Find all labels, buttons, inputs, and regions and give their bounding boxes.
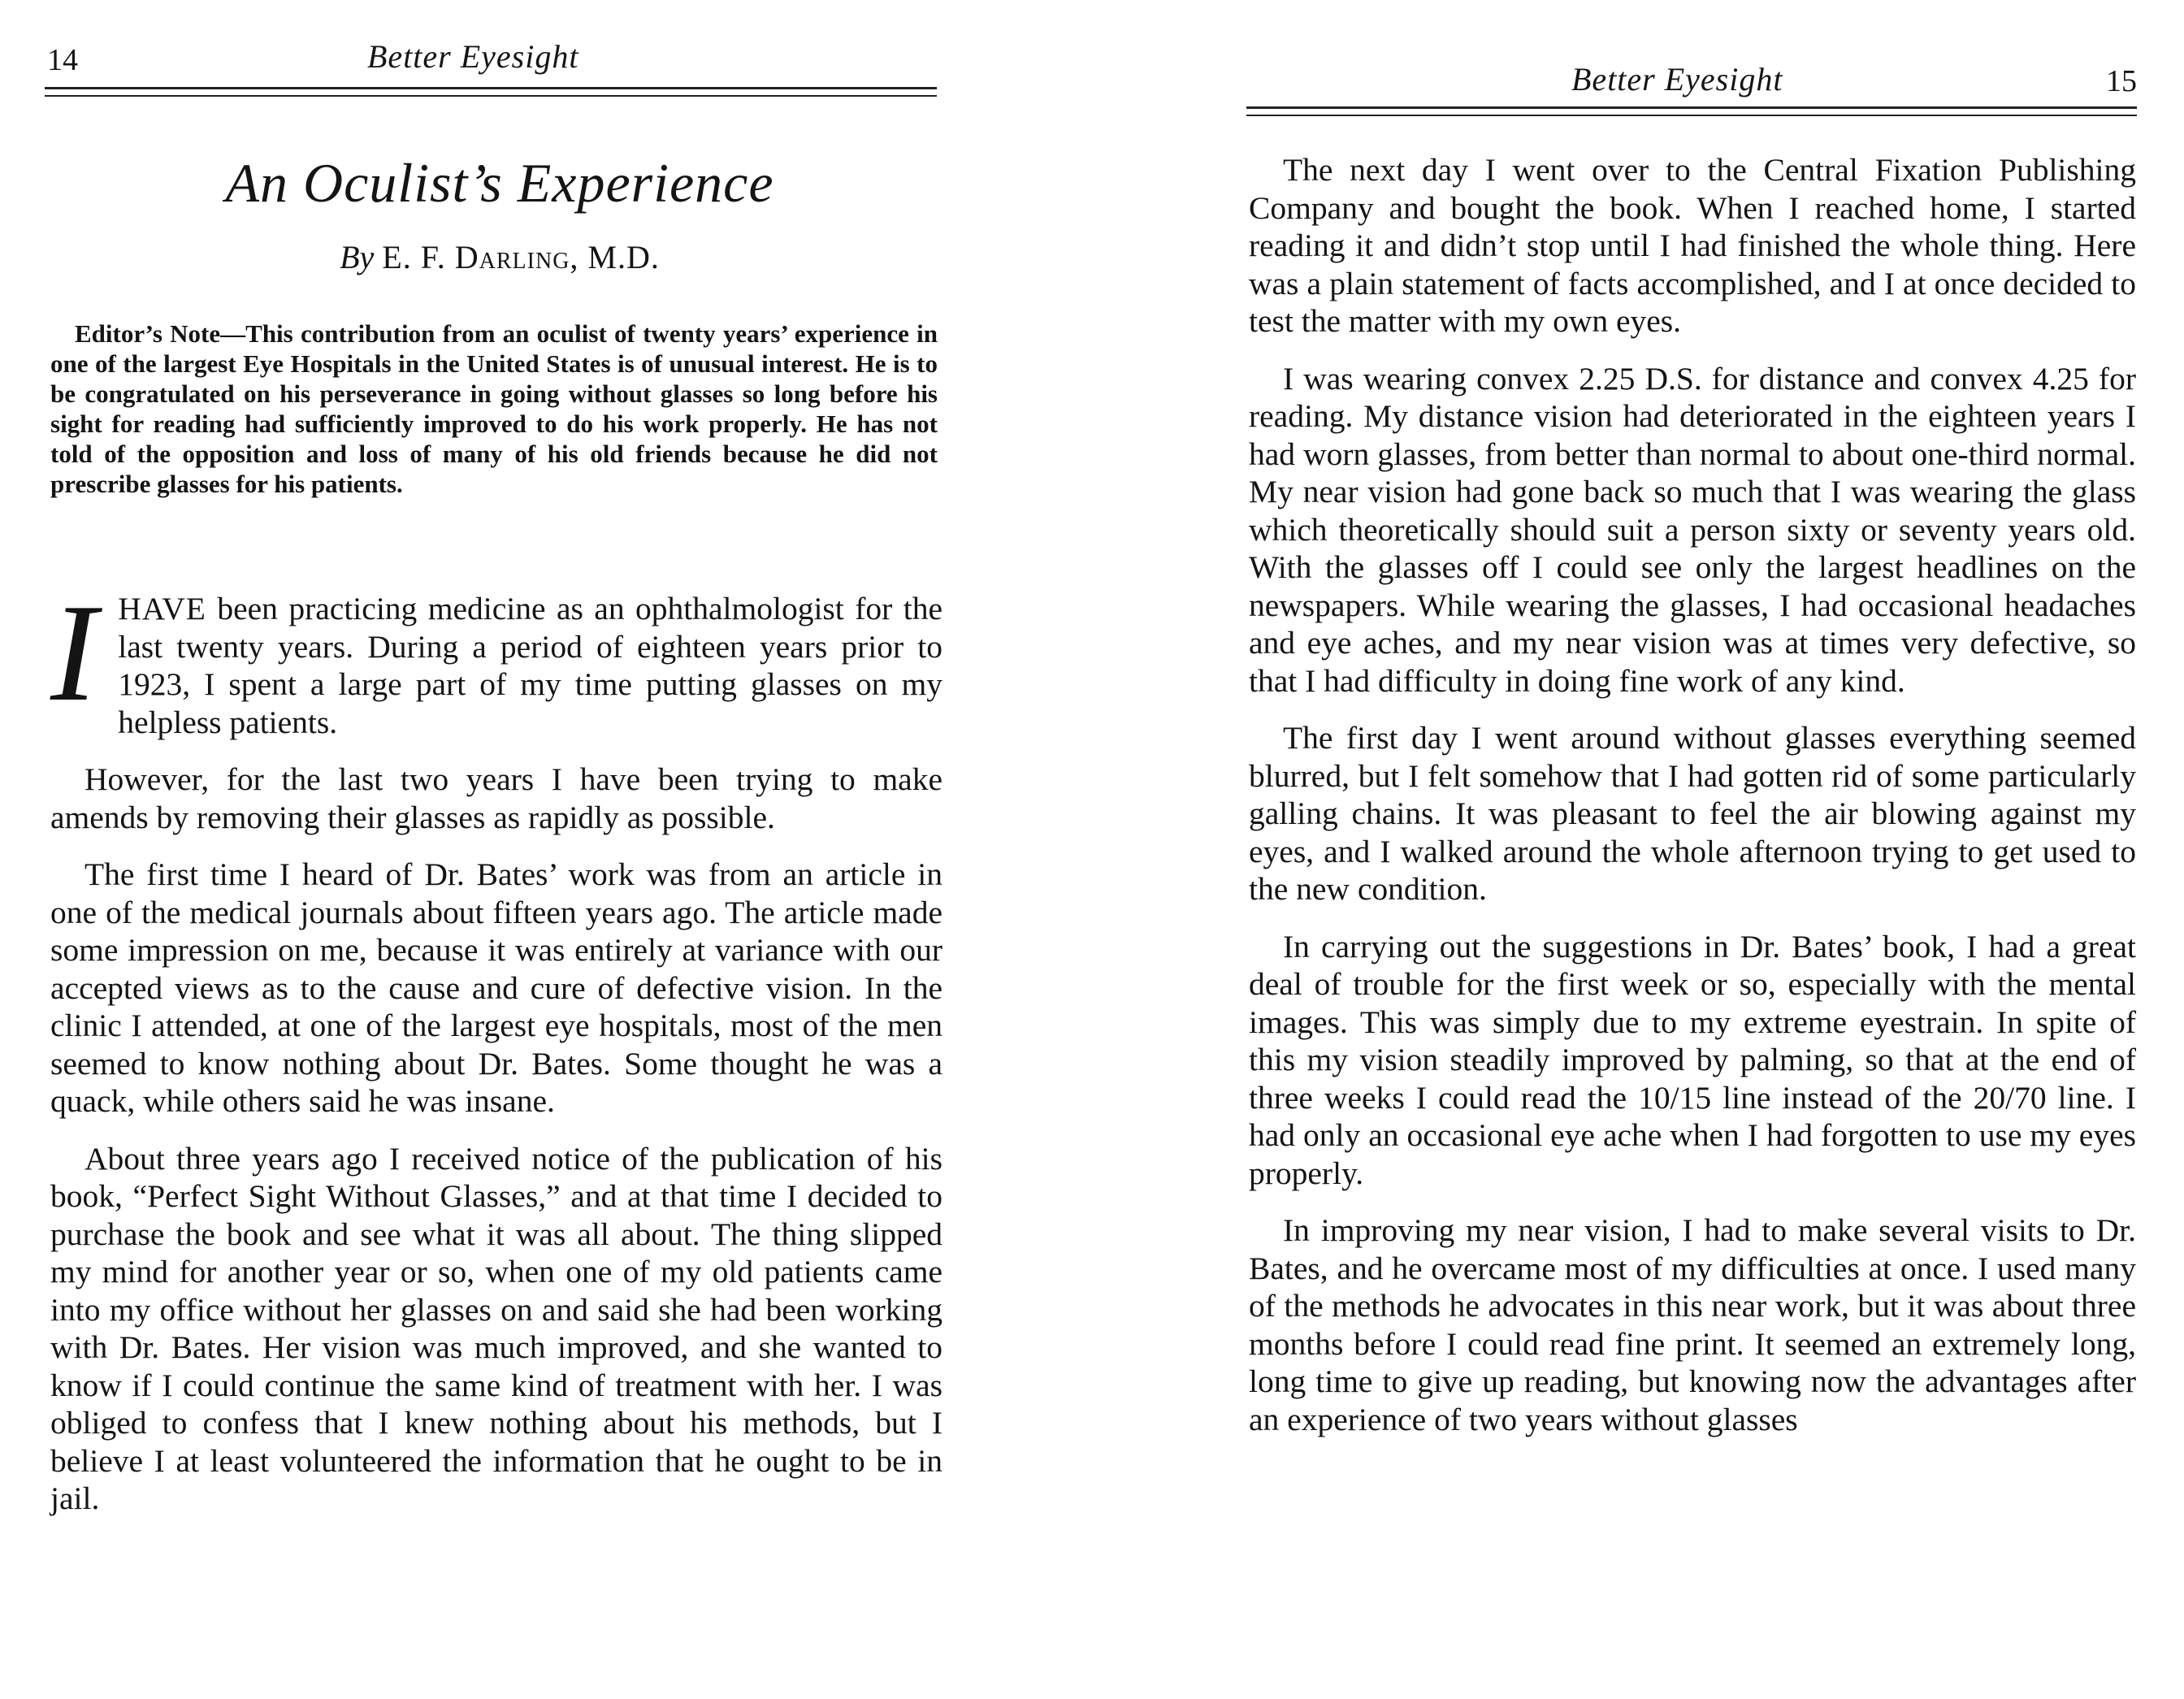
left-page-number: 14	[47, 43, 78, 77]
paragraph: In carrying out the suggestions in Dr. Bates’ book, I had a great deal of trouble for the first week or so, especially with the mental images. This was simply due to my extreme eyestrain. In spite of this my vision steadily improved by palming, so that at the end of three weeks I could read the 10/15 line instead of the 20/70 line. I had only an occasional eye ache when I had forgotten to use my eyes properly.	[1249, 928, 2136, 1191]
left-header-rule-bottom	[45, 95, 937, 97]
editor-note: Editor’s Note—This contribution from an oculist of twenty years’ experience in one of the largest Eye Hospitals in the United States is of unusual interest. He is to be congratulated on his perseverance in going without glasses so long before his sight for reading had sufficiently improved to do his work properly. He has not told of the opposition and loss of many of his old friends because he did not prescribe glasses for his patients.	[50, 319, 938, 498]
paragraph: I was wearing convex 2.25 D.S. for distance and convex 4.25 for reading. My distance vision had deteriorated in the eighteen years I had worn glasses, from better than normal to about one-third normal. My near vision had gone back so much that I was wearing the glass which theoretically should suit a person sixty or seventy years old. With the glasses off I could see only the largest headlines on the newspapers. While wearing the glasses, I had occasional headaches and eye aches, and my near vision was at times very defective, so that I had difficulty in doing fine work of any kind.	[1249, 360, 2136, 699]
opening-paragraph-text: been practicing medicine as an ophthalmologist for the last twenty years. During a period of eighteen years prior to 1923, I spent a large part of my time putting glasses on my helpless patients.	[118, 591, 942, 740]
drop-cap: I	[50, 576, 98, 730]
right-running-title: Better Eyesight	[1571, 61, 1783, 98]
right-page	[1092, 0, 2184, 1699]
left-running-title: Better Eyesight	[367, 38, 579, 75]
paragraph: The first time I heard of Dr. Bates’ work was from an article in one of the medical journals about fifteen years ago. The article made some impression on me, because it was entirely at variance with our accepted views as to the cause and cure of defective vision. In the clinic I attended, at one of the largest eye hospitals, most of the men seemed to know nothing about Dr. Bates. Some thought he was a quack, while others said he was insane.	[50, 856, 942, 1119]
article-title: An Oculist’s Experience	[225, 152, 774, 214]
paragraph: In improving my near vision, I had to make several visits to Dr. Bates, and he overcame most of my difficulties at once. I used many of the methods he advocates in this near work, but it was about three months before I could read fine print. It seemed an extremely long, long time to give up reading, but knowing now the advantages after an experience of two years without glasses	[1249, 1212, 2136, 1437]
paragraph: The first day I went around without glasses everything seemed blurred, but I felt somehow that I had gotten rid of some particularly galling chains. It was pleasant to feel the air blowing against my eyes, and I walked around the whole afternoon trying to get used to the new condition.	[1249, 720, 2136, 907]
right-header-rule-bottom	[1246, 115, 2137, 116]
paragraph: However, for the last two years I have been trying to make amends by removing their glasses as rapidly as possible.	[50, 761, 942, 835]
paragraph: The next day I went over to the Central Fixation Publishing Company and bought the book. When I reached home, I started reading it and didn’t stop until I had finished the whole thing. Here was a plain statement of facts accomplished, and I at once decided to test the matter with my own eyes.	[1249, 152, 2136, 339]
opening-paragraph	[50, 576, 942, 741]
byline-by: By	[340, 239, 375, 275]
right-header-rule-top	[1246, 106, 2137, 109]
right-page-number: 15	[2106, 64, 2137, 98]
lead-caps: HAVE	[118, 591, 206, 626]
paragraph: About three years ago I received notice of the publication of his book, “Perfect Sight Without Glasses,” and at that time I decided to purchase the book and see what it was all about. The thing slipped my mind for another year or so, when one of my old patients came into my office without her glasses on and said she had been working with Dr. Bates. Her vision was much improved, and she wanted to know if I could continue the same kind of treatment with her. I was obliged to confess that I knew nothing about his methods, but I believe I at least volunteered the information that he ought to be in jail.	[50, 1140, 942, 1516]
byline-author: E. F. Darling, M.D.	[382, 239, 660, 275]
right-body-text	[1249, 151, 2136, 1458]
byline	[49, 237, 951, 278]
left-header-rule-top	[45, 87, 937, 89]
left-body-text	[50, 576, 942, 1537]
